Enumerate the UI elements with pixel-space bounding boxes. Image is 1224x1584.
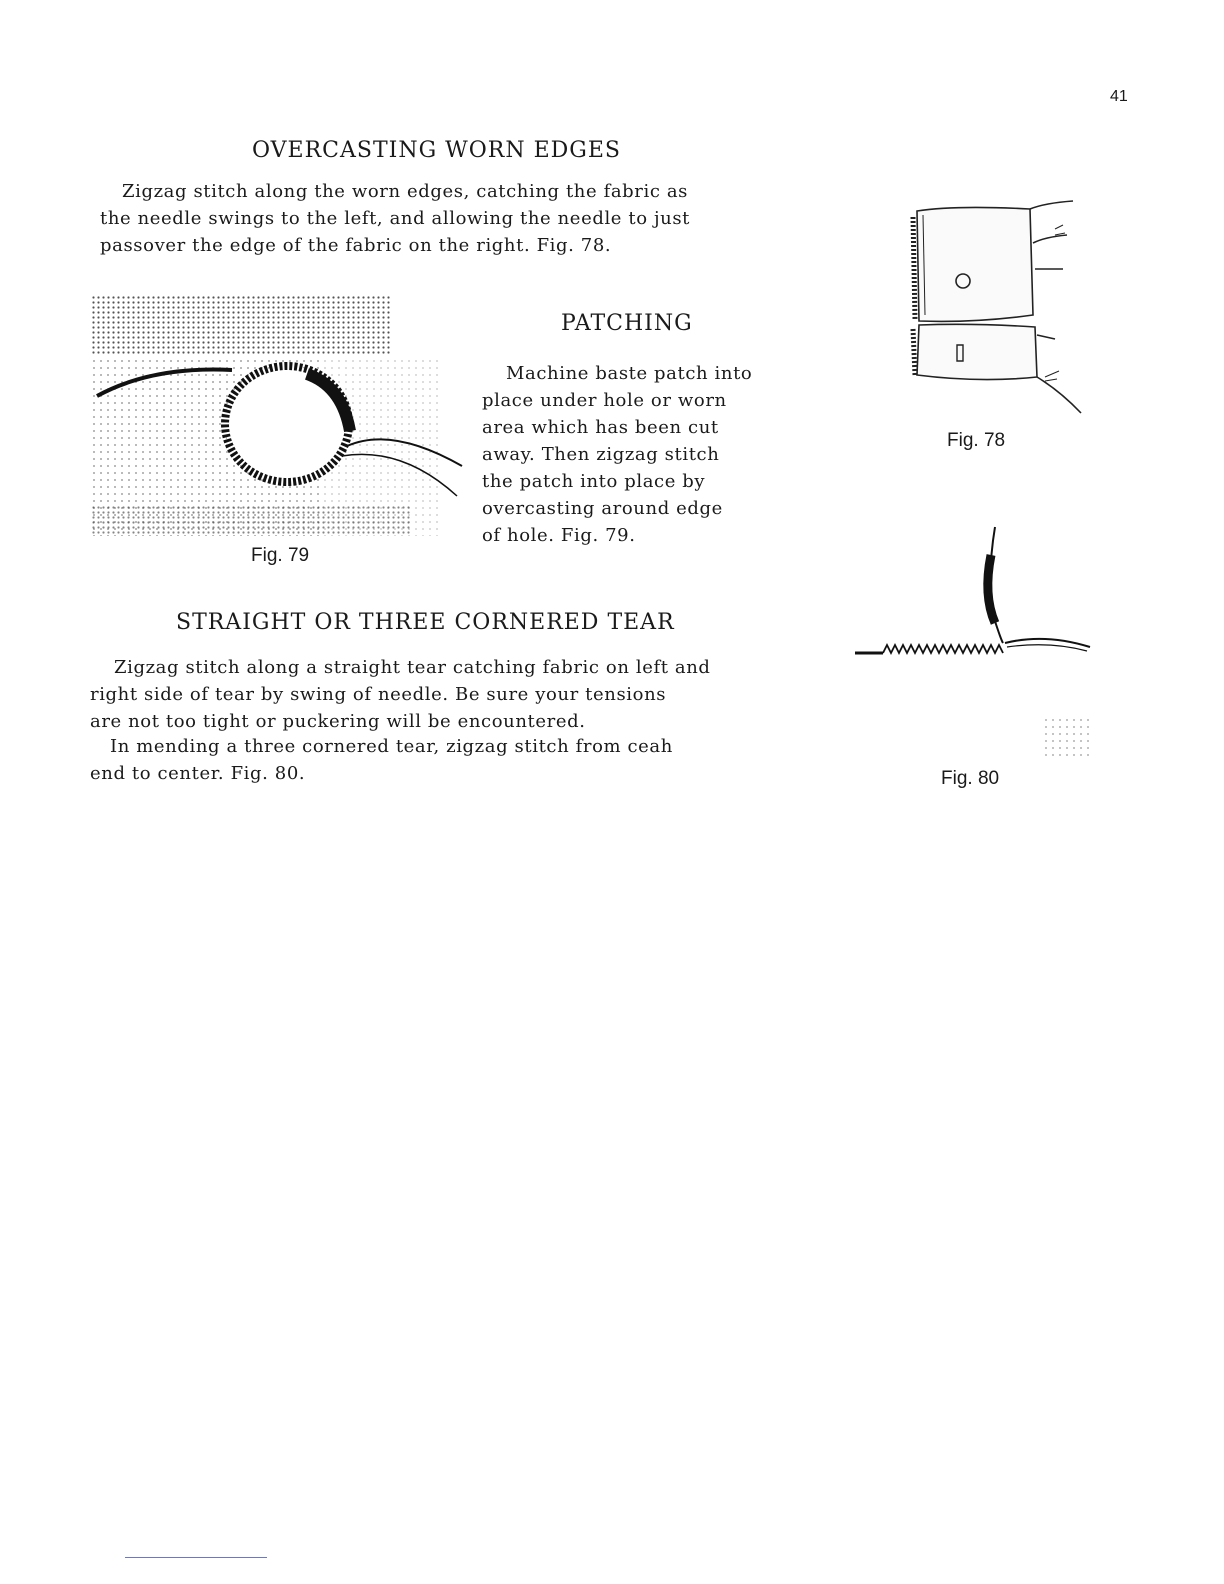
paragraph-overcasting <box>100 178 775 259</box>
text-line: are not too tight or puckering will be encountered. <box>90 711 586 732</box>
paragraph-tear <box>90 654 762 735</box>
figure-78-caption: Fig. 78 <box>947 430 1006 451</box>
figure-79-illustration <box>92 296 472 541</box>
text-line: In mending a three cornered tear, zigzag stitch from ceah <box>110 736 673 757</box>
text-line: of hole. Fig. 79. <box>482 525 636 546</box>
section-heading-overcasting: OVERCASTING WORN EDGES <box>252 138 621 163</box>
text-line: end to center. Fig. 80. <box>90 763 306 784</box>
section-heading-tear: STRAIGHT OR THREE CORNERED TEAR <box>176 610 675 635</box>
text-line: area which has been cut <box>482 417 719 438</box>
text-line: away. Then zigzag stitch <box>482 444 720 465</box>
text-line: the needle swings to the left, and allowing the needle to just <box>100 208 691 229</box>
text-line: Zigzag stitch along a straight tear catching fabric on left and <box>114 657 711 678</box>
text-line: the patch into place by <box>482 471 706 492</box>
page-number: 41 <box>1110 88 1128 105</box>
figure-80-illustration <box>855 515 1095 765</box>
paragraph-three-cornered-tear <box>90 733 762 787</box>
figure-80-caption: Fig. 80 <box>941 768 1000 789</box>
text-line: place under hole or worn <box>482 390 727 411</box>
text-line: right side of tear by swing of needle. Be sure your tensions <box>90 684 667 705</box>
text-line: passover the edge of the fabric on the right. Fig. 78. <box>100 235 612 256</box>
paragraph-patching <box>482 360 772 549</box>
figure-79-caption: Fig. 79 <box>251 545 310 566</box>
text-line: Zigzag stitch along the worn edges, catching the fabric as <box>122 181 689 202</box>
text-line: overcasting around edge <box>482 498 723 519</box>
figure-78-illustration <box>895 195 1085 425</box>
footer-rule <box>125 1557 267 1558</box>
text-line: Machine baste patch into <box>506 363 753 384</box>
section-heading-patching: PATCHING <box>561 311 693 336</box>
